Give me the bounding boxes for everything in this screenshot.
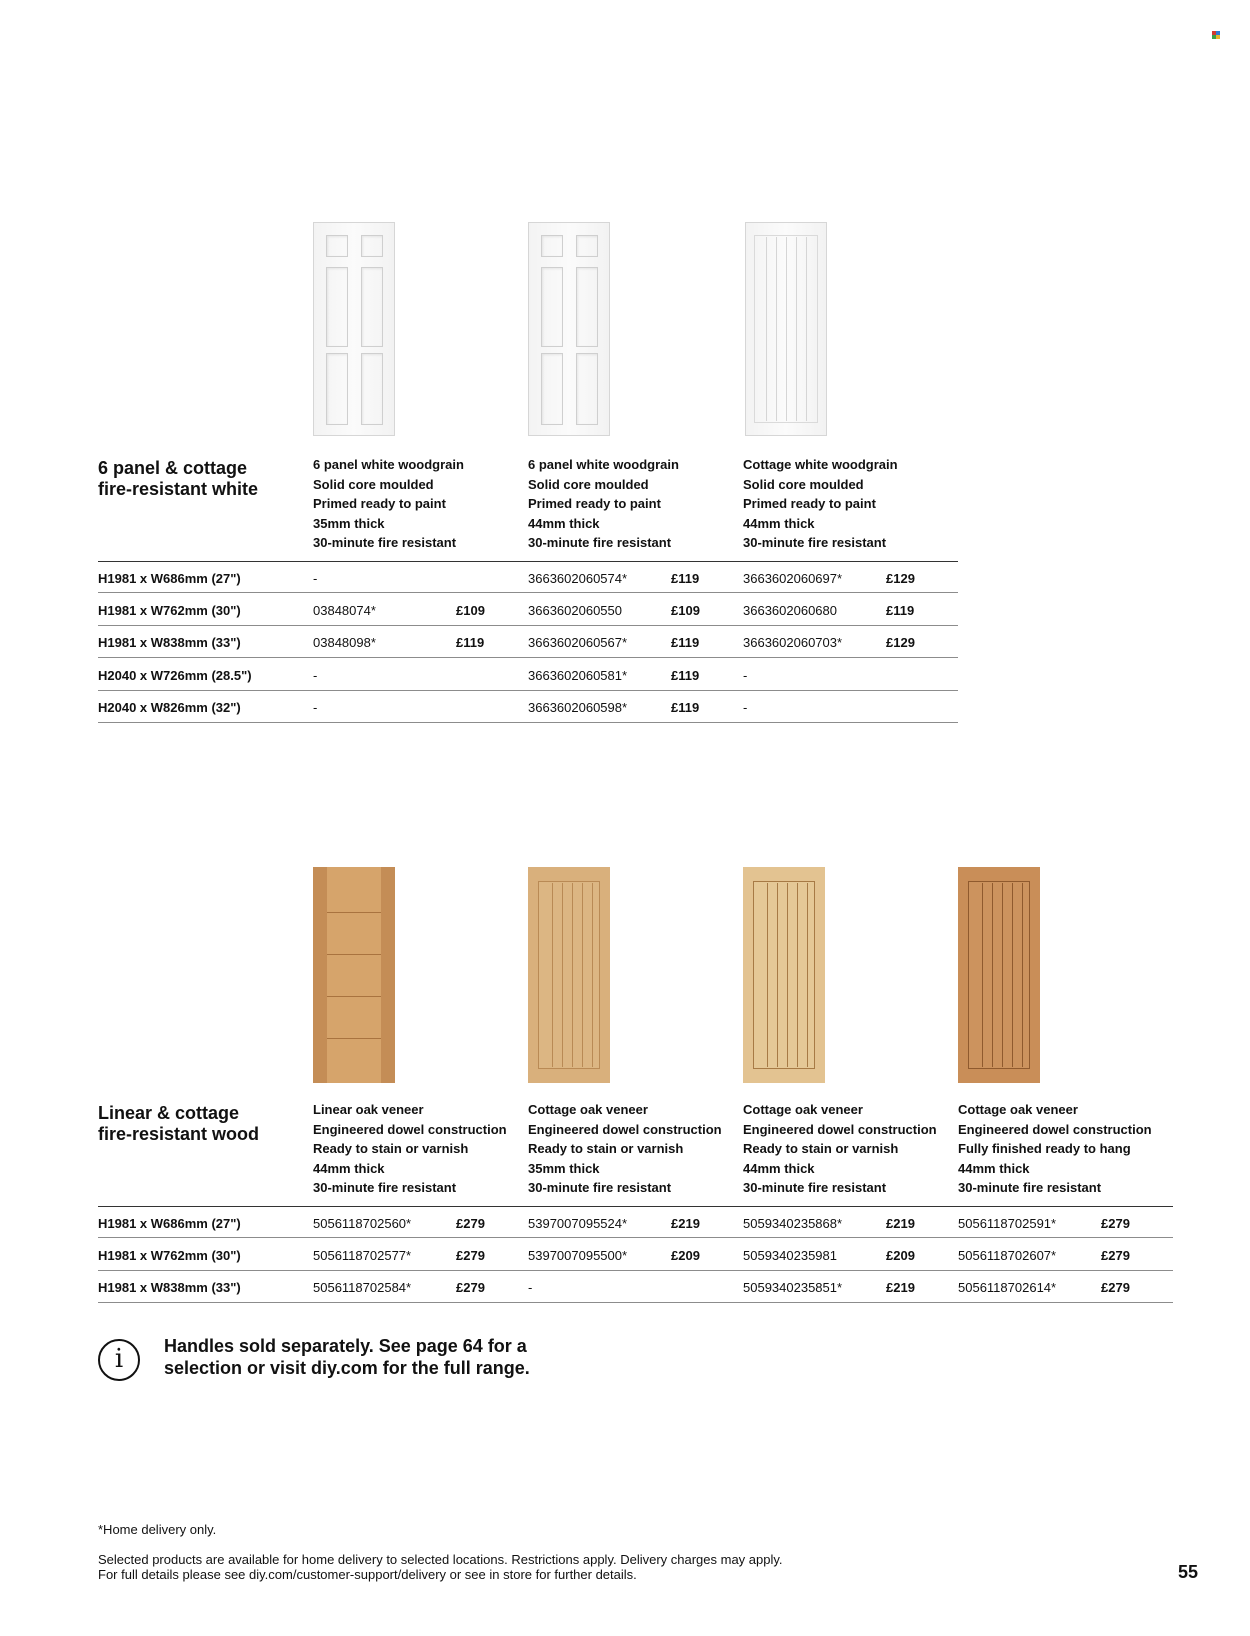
product-code: 3663602060703* bbox=[743, 635, 843, 650]
price: £109 bbox=[671, 603, 700, 618]
product-code: - bbox=[313, 571, 318, 586]
price: £279 bbox=[1101, 1248, 1130, 1263]
info-icon: i bbox=[98, 1339, 140, 1381]
door-image-linear-oak bbox=[313, 867, 395, 1083]
product-code: 03848098* bbox=[313, 635, 376, 650]
product-code: 5056118702614* bbox=[958, 1280, 1057, 1295]
table-row bbox=[98, 626, 958, 658]
product-code: - bbox=[743, 668, 748, 683]
product-code: 3663602060697* bbox=[743, 571, 843, 586]
product-code: - bbox=[743, 700, 748, 715]
info-text: Handles sold separately. See page 64 for a selection or visit diy.com for the full range. bbox=[164, 1336, 530, 1378]
price: £209 bbox=[671, 1248, 700, 1263]
product-code: 5397007095500* bbox=[528, 1248, 628, 1263]
product-code: 5056118702591* bbox=[958, 1216, 1057, 1231]
delivery-disclaimer: Selected products are available for home delivery to selected locations. Restrictions apply. Delivery charges may apply. For full details please see diy.com/customer-support/delivery or see in store for further details. bbox=[98, 1552, 783, 1582]
price: £129 bbox=[886, 571, 915, 586]
product-code: 5397007095524* bbox=[528, 1216, 628, 1231]
price: £279 bbox=[1101, 1280, 1130, 1295]
product-code: 5056118702607* bbox=[958, 1248, 1057, 1263]
product-code: 3663602060581* bbox=[528, 668, 628, 683]
price: £119 bbox=[456, 635, 485, 650]
product-code: 3663602060567* bbox=[528, 635, 628, 650]
table-row bbox=[98, 691, 958, 723]
product-description: Cottage white woodgrain Solid core moulded Primed ready to paint 44mm thick 30-minute fire resistant bbox=[743, 457, 898, 550]
size-label: H2040 x W826mm (32") bbox=[98, 700, 241, 715]
product-code: 5059340235868* bbox=[743, 1216, 843, 1231]
door-image-cottage-oak-44mm bbox=[743, 867, 825, 1083]
product-description: Cottage oak veneer Engineered dowel construction Ready to stain or varnish 35mm thick 30-minute fire resistant bbox=[528, 1102, 722, 1195]
price: £279 bbox=[456, 1280, 485, 1295]
price: £129 bbox=[886, 635, 915, 650]
product-description: 6 panel white woodgrain Solid core moulded Primed ready to paint 44mm thick 30-minute fire resistant bbox=[528, 457, 679, 550]
product-code: 5056118702560* bbox=[313, 1216, 412, 1231]
price: £279 bbox=[456, 1248, 485, 1263]
product-code: 5059340235851* bbox=[743, 1280, 843, 1295]
product-description: 6 panel white woodgrain Solid core moulded Primed ready to paint 35mm thick 30-minute fire resistant bbox=[313, 457, 464, 550]
section-heading: Linear & cottage fire-resistant wood bbox=[98, 1103, 260, 1144]
table-row bbox=[98, 594, 958, 626]
handles-info-note bbox=[98, 1336, 698, 1389]
price: £209 bbox=[886, 1248, 915, 1263]
table-row bbox=[98, 659, 958, 691]
size-label: H2040 x W726mm (28.5") bbox=[98, 668, 252, 683]
price: £279 bbox=[1101, 1216, 1130, 1231]
price: £219 bbox=[671, 1216, 700, 1231]
table-row bbox=[98, 1206, 1173, 1238]
price: £119 bbox=[671, 700, 700, 715]
product-description: Linear oak veneer Engineered dowel construction Ready to stain or varnish 44mm thick 30-minute fire resistant bbox=[313, 1102, 507, 1195]
section-heading: 6 panel & cottage fire-resistant white bbox=[98, 458, 259, 499]
price: £119 bbox=[671, 635, 700, 650]
product-code: 5059340235981 bbox=[743, 1248, 837, 1263]
product-code: 3663602060598* bbox=[528, 700, 628, 715]
product-code: - bbox=[313, 668, 318, 683]
product-code: 5056118702577* bbox=[313, 1248, 412, 1263]
product-code: 03848074* bbox=[313, 603, 376, 618]
door-image-six-panel-white-44mm bbox=[528, 222, 610, 436]
product-code: 3663602060550 bbox=[528, 603, 622, 618]
size-label: H1981 x W762mm (30") bbox=[98, 1248, 241, 1263]
price: £119 bbox=[671, 571, 700, 586]
price: £279 bbox=[456, 1216, 485, 1231]
price: £219 bbox=[886, 1216, 915, 1231]
table-row bbox=[98, 1239, 1173, 1271]
product-code: 3663602060574* bbox=[528, 571, 628, 586]
page-number: 55 bbox=[1178, 1562, 1199, 1582]
door-image-six-panel-white-35mm bbox=[313, 222, 395, 436]
size-label: H1981 x W686mm (27") bbox=[98, 1216, 241, 1231]
price: £219 bbox=[886, 1280, 915, 1295]
corner-logo-mark bbox=[1212, 31, 1220, 39]
size-label: H1981 x W838mm (33") bbox=[98, 1280, 241, 1295]
table-row bbox=[98, 561, 958, 593]
footnote: *Home delivery only. bbox=[98, 1522, 217, 1537]
size-label: H1981 x W838mm (33") bbox=[98, 635, 241, 650]
door-image-cottage-oak-35mm bbox=[528, 867, 610, 1083]
size-label: H1981 x W686mm (27") bbox=[98, 571, 241, 586]
table-row bbox=[98, 1271, 1173, 1303]
product-code: 3663602060680 bbox=[743, 603, 837, 618]
product-code: 5056118702584* bbox=[313, 1280, 412, 1295]
product-description: Cottage oak veneer Engineered dowel construction Fully finished ready to hang 44mm thick 30-minute fire resistant bbox=[958, 1102, 1152, 1195]
product-code: - bbox=[313, 700, 318, 715]
price: £119 bbox=[886, 603, 915, 618]
product-description: Cottage oak veneer Engineered dowel construction Ready to stain or varnish 44mm thick 30-minute fire resistant bbox=[743, 1102, 937, 1195]
size-label: H1981 x W762mm (30") bbox=[98, 603, 241, 618]
door-image-cottage-white bbox=[745, 222, 827, 436]
price: £119 bbox=[671, 668, 700, 683]
door-image-cottage-oak-finished bbox=[958, 867, 1040, 1083]
product-code: - bbox=[528, 1280, 533, 1295]
price: £109 bbox=[456, 603, 485, 618]
